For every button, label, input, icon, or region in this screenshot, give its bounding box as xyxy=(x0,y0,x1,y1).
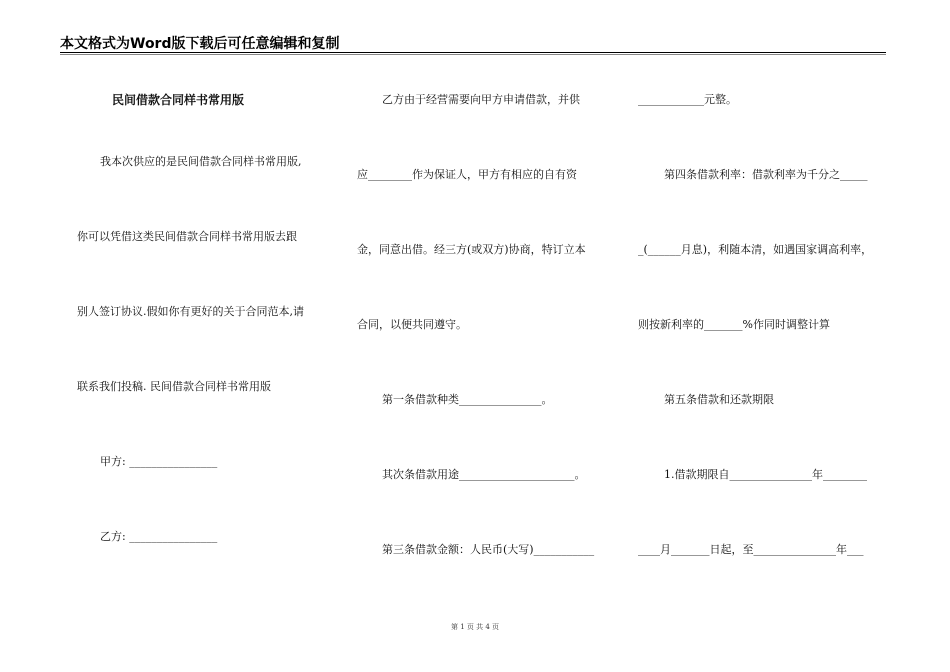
body-line-1: 乙方由于经营需要向甲方申请借款，并供 xyxy=(382,93,580,106)
document-banner: 本文格式为Word版下载后可任意编辑和复制 xyxy=(60,36,340,52)
body-line-2: 应________作为保证人，甲方有相应的自有资 xyxy=(357,168,577,181)
document-title: 民间借款合同样书常用版 xyxy=(112,93,245,107)
clause-4: 第四条借款利率：借款利率为千分之_____ xyxy=(664,168,868,181)
clause-3: 第三条借款金额：人民币(大写)___________ xyxy=(382,543,595,556)
intro-line-3: 别人签订协议.假如你有更好的关于合同范本,请 xyxy=(77,305,304,318)
clause-5: 第五条借款和还款期限 xyxy=(664,393,774,406)
party-a-line: 甲方: ________________ xyxy=(100,455,218,468)
clause-1: 第一条借款种类_______________。 xyxy=(382,393,553,406)
clause-4-adjust: 则按新利率的_______%作同时调整计算 xyxy=(638,318,830,331)
header-divider-thin xyxy=(60,54,886,55)
header-divider xyxy=(60,52,886,53)
body-line-4: 合同，以便共同遵守。 xyxy=(357,318,467,331)
clause-2: 其次条借款用途_____________________。 xyxy=(382,468,586,481)
intro-line-4: 联系我们投稿. 民间借款合同样书常用版 xyxy=(77,380,271,393)
intro-line-2: 你可以凭借这类民间借款合同样书常用版去跟 xyxy=(77,230,297,243)
amount-line: ____________元整。 xyxy=(638,93,737,106)
intro-line-1: 我本次供应的是民间借款合同样书常用版, xyxy=(100,155,302,168)
clause-4-cont: _(______月息)，利随本清，如遇国家调高利率， xyxy=(638,243,873,256)
page-number: 第 1 页 共 4 页 xyxy=(450,623,500,631)
term-line-2: ____月_______日起，至_______________年___ xyxy=(638,543,864,556)
body-line-3: 金，同意出借。经三方(或双方)协商，特订立本 xyxy=(357,243,586,256)
term-line-1: 1.借款期限自_______________年________ xyxy=(664,468,867,481)
party-b-line: 乙方: ________________ xyxy=(100,530,218,543)
